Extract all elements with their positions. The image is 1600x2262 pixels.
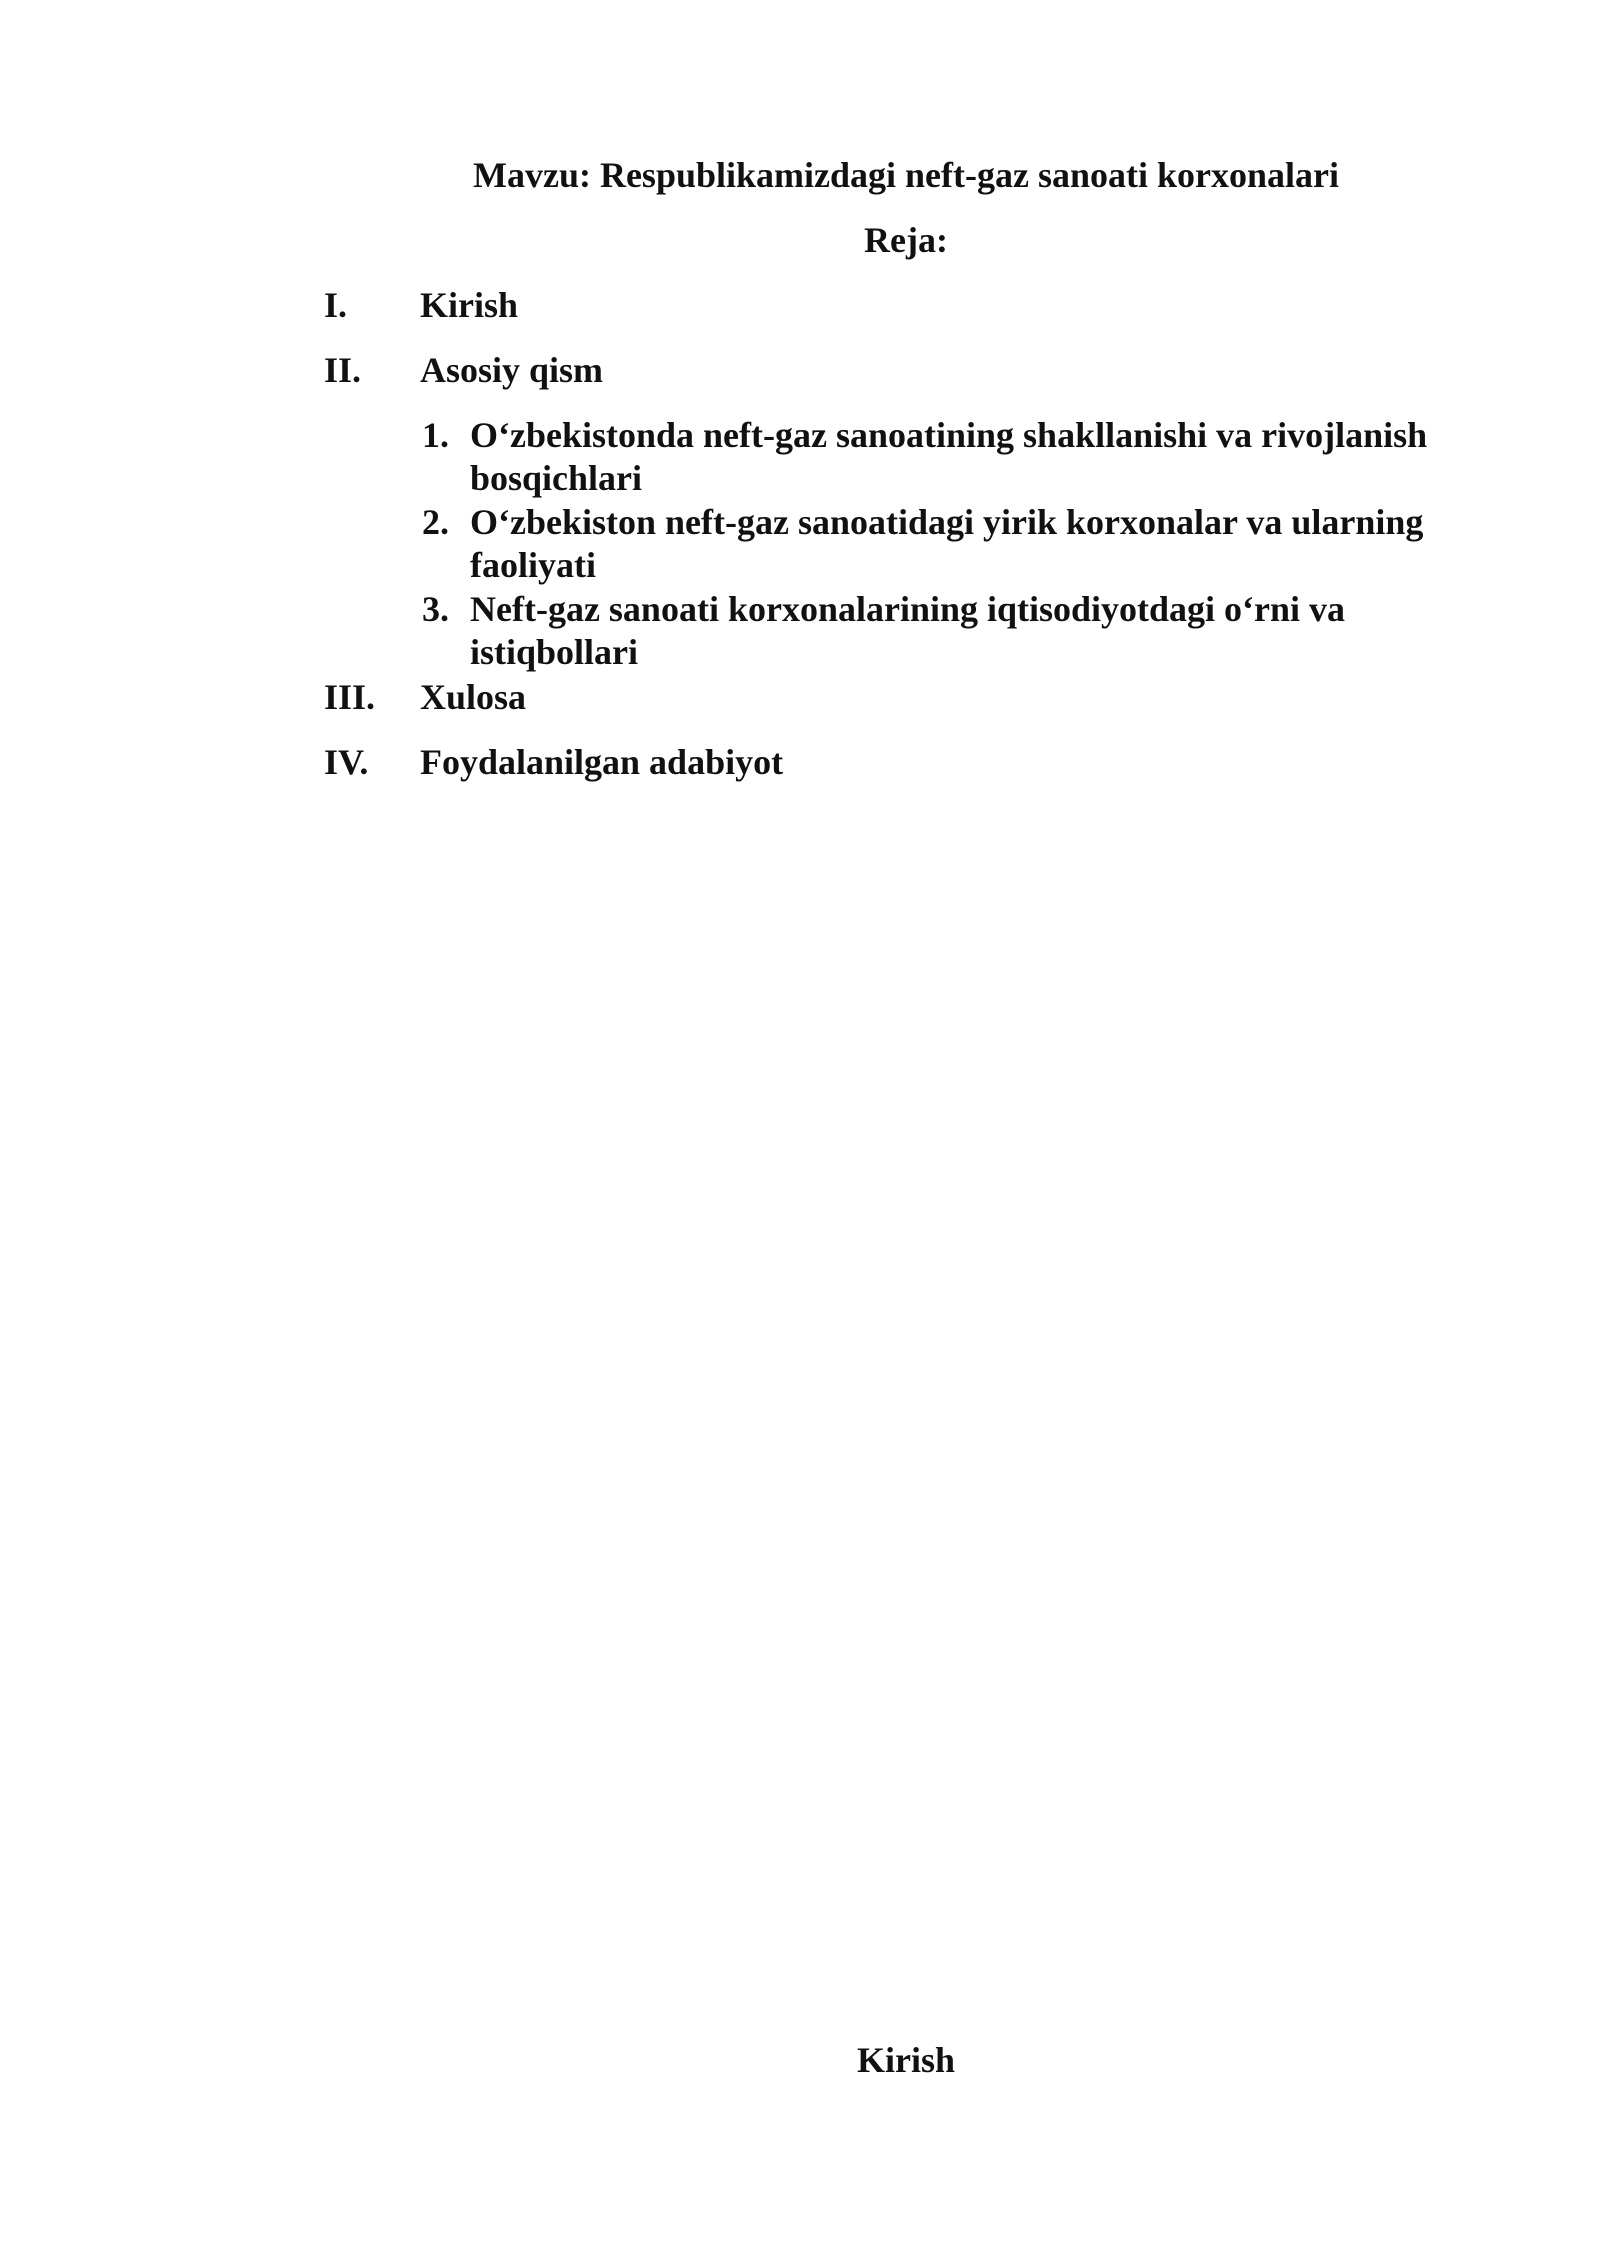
plan-item-main-part xyxy=(324,345,603,395)
plan-item-number: I. xyxy=(324,285,348,325)
plan-item-label: Kirish xyxy=(420,285,519,325)
plan-item-label: Foydalanilgan adabiyot xyxy=(420,742,784,782)
plan-subitem-number: 2. xyxy=(422,502,449,542)
section-heading-introduction: Kirish xyxy=(856,2040,955,2080)
plan-subitem-label: O‘zbekistonda neft-gaz sanoatining shakllanishi va rivojlanish bosqichlari xyxy=(470,415,1428,498)
plan-heading: Reja: xyxy=(864,220,948,260)
plan-item-number: IV. xyxy=(324,742,369,782)
plan-subitem xyxy=(422,414,1502,500)
document-title: Mavzu: Respublikamizdagi neft-gaz sanoati korxonalari xyxy=(472,155,1339,195)
plan-subitem-label: Neft-gaz sanoati korxonalarining iqtisodiyotdagi o‘rni va istiqbollari xyxy=(470,589,1346,672)
plan-subitem-number: 3. xyxy=(422,589,449,629)
plan-subitem xyxy=(422,501,1502,587)
plan-subitem xyxy=(422,588,1502,674)
plan-subitem-number: 1. xyxy=(422,415,449,455)
plan-item-label: Asosiy qism xyxy=(420,350,604,390)
plan-item-label: Xulosa xyxy=(420,677,527,717)
plan-item-introduction xyxy=(324,280,518,330)
plan-item-number: III. xyxy=(324,677,376,717)
plan-subitem-label: O‘zbekiston neft-gaz sanoatidagi yirik korxonalar va ularning faoliyati xyxy=(470,502,1424,585)
plan-item-number: II. xyxy=(324,350,362,390)
plan-item-conclusion xyxy=(324,672,526,722)
plan-item-references xyxy=(324,737,783,787)
